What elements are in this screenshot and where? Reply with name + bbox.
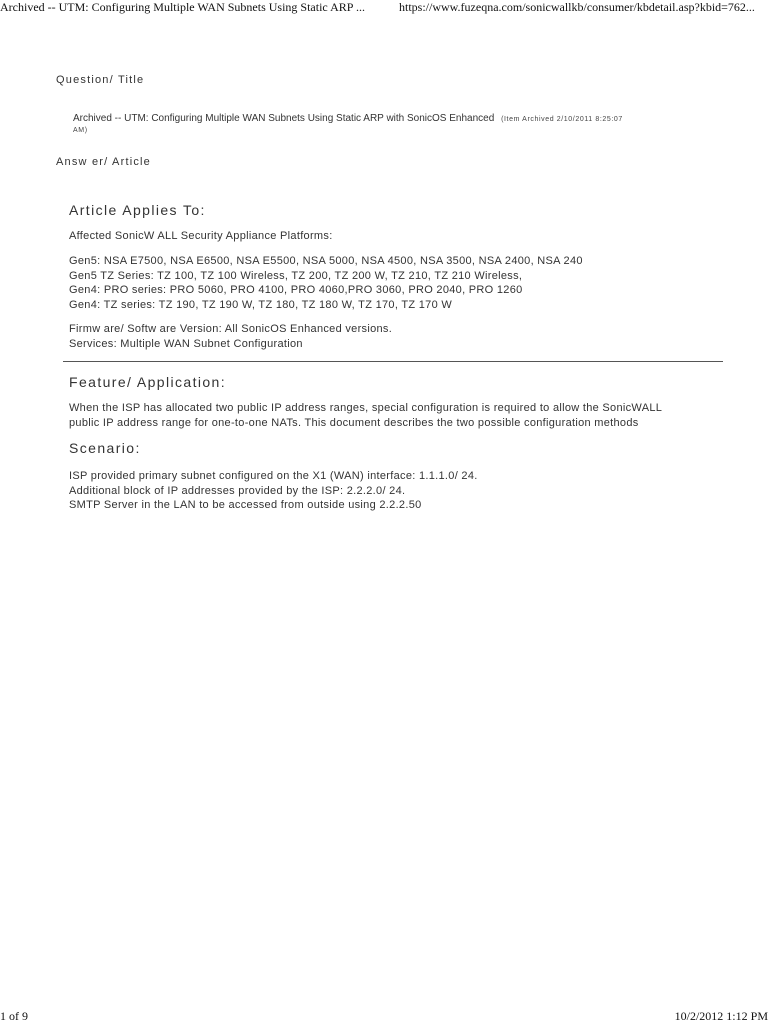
applies-heading: Article Applies To: [69,202,206,218]
firmware-version: Firmw are/ Softw are Version: All SonicOS Enhanced versions. [69,323,393,335]
platform-line: Gen4: PRO series: PRO 5060, PRO 4100, PRO 4060,PRO 3060, PRO 2040, PRO 1260 [69,284,523,297]
platform-line: Gen4: TZ series: TZ 190, TZ 190 W, TZ 180, TZ 180 W, TZ 170, TZ 170 W [69,298,453,311]
services: Services: Multiple WAN Subnet Configuration [69,337,303,350]
question-label: Question/ Title [56,74,145,86]
scenario-line: Additional block of IP addresses provided by the ISP: 2.2.2.0/ 24. [69,484,406,497]
scenario-heading: Scenario: [69,440,141,456]
platform-line: Gen5: NSA E7500, NSA E6500, NSA E5500, NSA 5000, NSA 4500, NSA 3500, NSA 2400, NSA 240 [69,255,583,267]
archived-note: (Item Archived 2/10/2011 8:25:07 [501,116,623,123]
feature-text [69,401,662,430]
platform-line: Gen5 TZ Series: TZ 100, TZ 100 Wireless, TZ 200, TZ 200 W, TZ 210, TZ 210 Wireless, [69,269,523,282]
print-datetime: 10/2/2012 1:12 PM [674,1009,768,1023]
version-block [69,322,392,351]
print-header-title: Archived -- UTM: Configuring Multiple WAN Subnets Using Static ARP ... [0,0,365,14]
scenario-line: SMTP Server in the LAN to be accessed from outside using 2.2.2.50 [69,499,422,512]
section-divider [63,361,723,362]
platforms-label: Affected SonicW ALL Security Appliance Platforms: [69,230,333,242]
print-footer [0,1009,768,1025]
scenario-line: ISP provided primary subnet configured on the X1 (WAN) interface: 1.1.1.0/ 24. [69,470,478,482]
scenario-text [69,469,478,513]
platform-list [69,254,583,312]
feature-line: When the ISP has allocated two public IP address ranges, special configuration is required to allow the SonicWALL [69,402,663,414]
feature-heading: Feature/ Application: [69,374,227,390]
archived-note-cont: AM) [73,127,88,134]
question-title: Archived -- UTM: Configuring Multiple WAN Subnets Using Static ARP with SonicOS Enhanced [73,113,495,124]
feature-line: public IP address range for one-to-one NATs. This document describes the two possible configuration methods [69,416,639,429]
answer-label: Answ er/ Article [56,156,152,168]
print-header [0,0,768,16]
print-header-url: https://www.fuzeqna.com/sonicwallkb/consumer/kbdetail.asp?kbid=762... [399,0,755,14]
question-title-line [73,113,623,124]
page-number: 1 of 9 [0,1009,28,1023]
